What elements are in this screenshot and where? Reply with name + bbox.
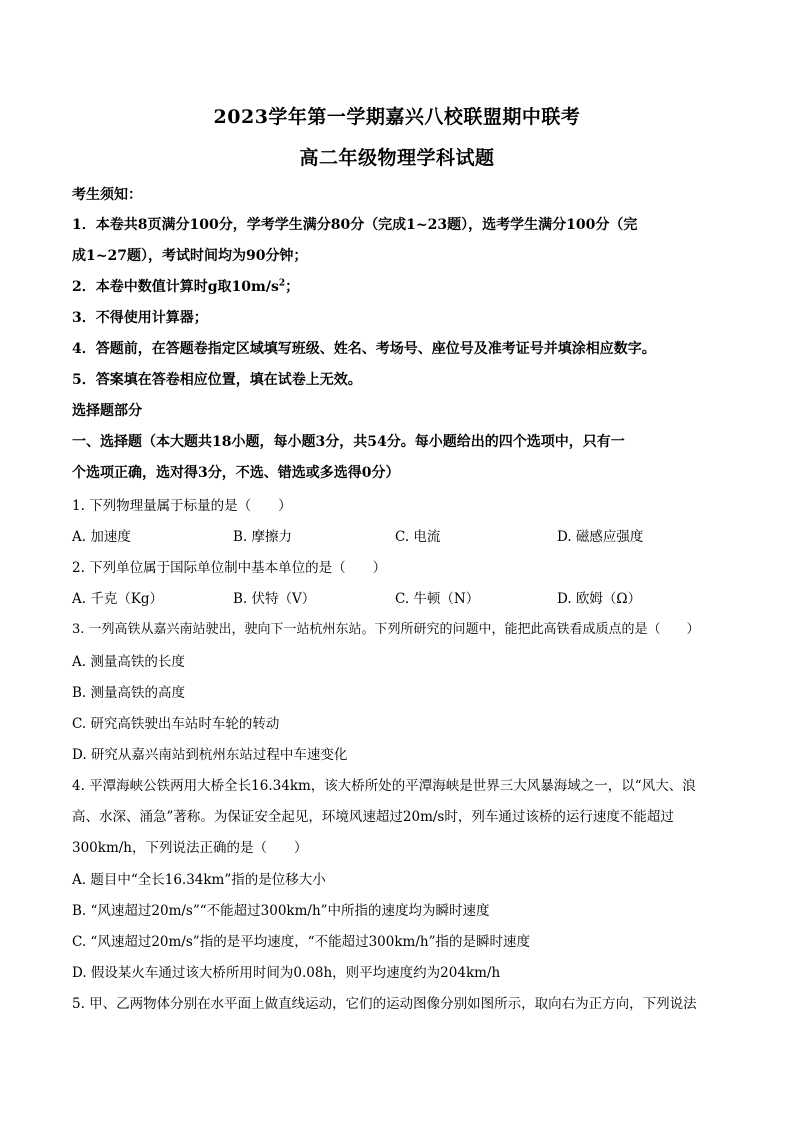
notice-heading: 考生须知： bbox=[72, 187, 142, 203]
exam-title: 2023学年第一学期嘉兴八校联盟期中联考 bbox=[213, 106, 581, 128]
q3-option-b: B. 测量高铁的高度 bbox=[72, 685, 186, 701]
q2-option-a: A. 千克（Kg） bbox=[72, 591, 164, 607]
q4-stem-line-1: 4. 平潭海峡公铁两用大桥全长16.34km，该大桥所处的平潭海峡是世界三大风暴海域之一，以“风大、浪 bbox=[72, 778, 696, 794]
q1-stem: 1. 下列物理量属于标量的是（ ） bbox=[72, 498, 292, 514]
q4-stem-line-2: 高、水深、涌急”著称。为保证安全起见，环境风速超过20m/s时，列车通过该桥的运行速度不能超过 bbox=[72, 809, 674, 825]
q2-option-c: C. 牛顿（N） bbox=[395, 591, 480, 607]
q1-option-d: D. 磁感应强度 bbox=[557, 529, 644, 545]
q1-option-c: C. 电流 bbox=[395, 529, 441, 545]
notice-item-5: 5．答案填在答卷相应位置，填在试卷上无效。 bbox=[72, 372, 362, 388]
q4-option-c: C. “风速超过20m/s”指的是平均速度，“不能超过300km/h”指的是瞬时速度 bbox=[72, 934, 530, 950]
notice-item-2 bbox=[72, 276, 299, 296]
exam-subtitle: 高二年级物理学科试题 bbox=[299, 147, 495, 169]
notice-item-1-line-1: 1．本卷共8页满分100分，学考学生满分80分（完成1~23题），选考学生满分100分（完 bbox=[72, 217, 638, 233]
notice-item-4: 4．答题前，在答题卷指定区域填写班级、姓名、考场号、座位号及准考证号并填涂相应数字。 bbox=[72, 341, 656, 357]
q4-option-a: A. 题目中“全长16.34km”指的是位移大小 bbox=[72, 872, 326, 888]
section-instruction-line-1: 一、选择题（本大题共18小题，每小题3分，共54分。每小题给出的四个选项中，只有一 bbox=[72, 434, 625, 450]
notice-item-3: 3．不得使用计算器； bbox=[72, 310, 208, 326]
notice-item-1-line-2: 成1~27题），考试时间均为90分钟； bbox=[72, 248, 308, 264]
q1-option-a: A. 加速度 bbox=[72, 529, 131, 545]
q2-stem: 2. 下列单位属于国际单位制中基本单位的是（ ） bbox=[72, 560, 387, 576]
q4-stem-line-3: 300km/h，下列说法正确的是（ ） bbox=[72, 840, 308, 856]
notice-item-2-end: ； bbox=[285, 279, 300, 295]
q3-option-a: A. 测量高铁的长度 bbox=[72, 654, 185, 670]
q3-option-c: C. 研究高铁驶出车站时车轮的转动 bbox=[72, 716, 280, 732]
notice-item-2-text: 2．本卷中数值计算时g取10m/s bbox=[72, 279, 279, 295]
section-instruction-line-2: 个选项正确，选对得3分，不选、错选或多选得0分） bbox=[72, 465, 400, 481]
q5-stem-line-1: 5. 甲、乙两物体分别在水平面上做直线运动，它们的运动图像分别如图所示，取向右为正方向，下列说法 bbox=[72, 996, 697, 1012]
q3-option-d: D. 研究从嘉兴南站到杭州东站过程中车速变化 bbox=[72, 747, 348, 763]
section-label: 选择题部分 bbox=[72, 403, 142, 419]
q1-option-b: B. 摩擦力 bbox=[233, 529, 293, 545]
q4-option-d: D. 假设某火车通过该大桥所用时间为0.08h，则平均速度约为204km/h bbox=[72, 965, 501, 981]
q2-option-b: B. 伏特（V） bbox=[233, 591, 316, 607]
notice-item-2-exponent: 2 bbox=[278, 278, 286, 289]
q2-option-d: D. 欧姆（Ω） bbox=[557, 591, 642, 607]
q3-stem: 3. 一列高铁从嘉兴南站驶出，驶向下一站杭州东站。下列所研究的问题中，能把此高铁看成质点的是（ ） bbox=[72, 622, 700, 637]
q4-option-b: B. “风速超过20m/s”“不能超过300km/h”中所指的速度均为瞬时速度 bbox=[72, 903, 490, 919]
